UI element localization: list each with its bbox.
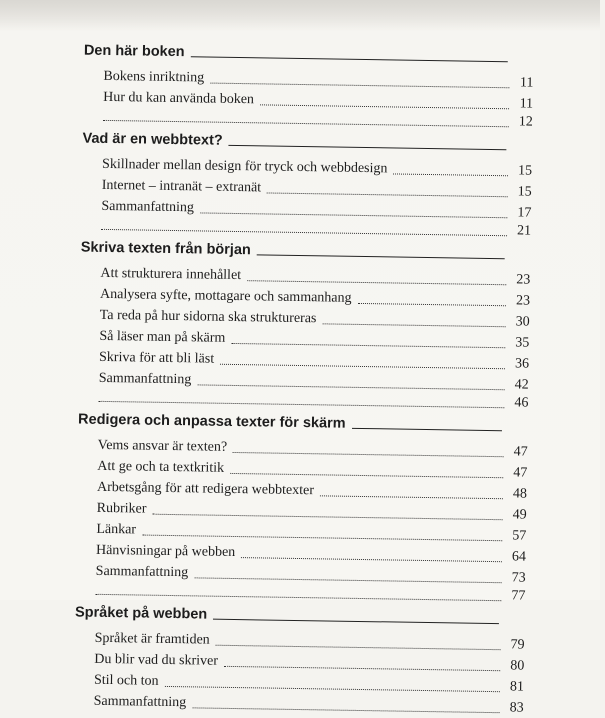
entry-label: Du blir vad du skriver xyxy=(94,651,219,669)
toc-entry xyxy=(94,694,524,717)
toc-entry xyxy=(100,308,530,331)
dot-leader xyxy=(233,452,504,457)
toc-entry xyxy=(98,438,528,461)
heading-rule xyxy=(191,56,508,62)
section-title: Redigera och anpassa texter för skärm xyxy=(77,411,346,432)
section-end-page-number: 12 xyxy=(518,114,533,130)
toc-entry xyxy=(95,631,525,654)
section-title: Skriva texten från början xyxy=(80,239,251,259)
toc-entry xyxy=(103,69,533,92)
toc-entry xyxy=(94,652,524,675)
entry-label: Sammanfattning xyxy=(93,693,187,711)
section-end-page-number: 21 xyxy=(516,223,532,239)
section-title: Språket på webben xyxy=(74,604,208,623)
entry-label: Stil och ton xyxy=(93,672,159,689)
dot-leader xyxy=(220,364,505,369)
entry-label: Bokens inriktning xyxy=(103,68,205,86)
toc-entry xyxy=(97,459,527,482)
entry-label: Skillnader mellan design för tryck och webbdesign xyxy=(101,156,388,177)
section-title: Vad är en webbtext? xyxy=(82,130,223,149)
page-number: 23 xyxy=(515,293,531,309)
dot-leader xyxy=(322,323,505,327)
toc-entry xyxy=(97,480,527,503)
dot-leader xyxy=(197,384,504,390)
toc-entry xyxy=(102,178,532,201)
dot-leader xyxy=(224,666,500,671)
page-number: 79 xyxy=(510,637,525,653)
dot-leader xyxy=(216,645,501,650)
entry-label: Att ge och ta textkritik xyxy=(97,458,225,476)
dot-leader xyxy=(101,229,507,236)
dot-leader xyxy=(210,83,509,89)
entry-label: Språket är framtiden xyxy=(94,630,210,648)
entry-label: Sammanfattning xyxy=(95,563,189,581)
page-number: 17 xyxy=(517,205,532,221)
entry-label: Analysera syfte, mottagare och sammanhang xyxy=(99,286,352,306)
toc-entry xyxy=(99,329,529,352)
entry-label: Sammanfattning xyxy=(101,198,195,216)
page-number: 73 xyxy=(511,570,526,586)
toc-entry xyxy=(96,522,526,545)
dot-leader xyxy=(393,173,508,176)
entry-label: Internet – intranät – extranät xyxy=(101,177,262,196)
toc-entry xyxy=(96,543,526,566)
entry-label: Skriva för att bli läst xyxy=(98,349,215,367)
toc-entry xyxy=(94,673,524,696)
entry-label: Hur du kan använda boken xyxy=(103,89,255,108)
dot-leader xyxy=(152,514,502,521)
section-title: Den här boken xyxy=(83,42,185,61)
dot-leader xyxy=(194,577,501,583)
dot-leader xyxy=(260,104,509,109)
toc-entry xyxy=(99,350,529,373)
dot-leader xyxy=(95,594,501,601)
dot-leader xyxy=(231,343,505,348)
dot-leader xyxy=(200,212,507,218)
dot-leader xyxy=(142,535,502,542)
dot-leader xyxy=(357,303,505,306)
dot-leader xyxy=(320,495,503,499)
entry-label: Att strukturera innehållet xyxy=(100,265,242,284)
dot-leader xyxy=(98,401,504,408)
entry-label: Länkar xyxy=(96,521,137,538)
page-number: 81 xyxy=(509,679,525,695)
dot-leader xyxy=(247,280,506,285)
dot-leader xyxy=(192,707,499,713)
entry-label: Hänvisningar på webben xyxy=(95,542,236,561)
page-number: 36 xyxy=(514,356,530,372)
page-number: 80 xyxy=(510,658,525,674)
page-number: 47 xyxy=(513,465,528,481)
page-number: 57 xyxy=(512,528,527,544)
dot-leader xyxy=(164,686,499,692)
page-number: 11 xyxy=(519,96,534,112)
section-heading xyxy=(82,131,512,154)
section-heading xyxy=(78,412,508,435)
dot-leader xyxy=(267,192,508,197)
section-heading xyxy=(81,240,511,263)
page-number: 64 xyxy=(511,549,527,565)
heading-rule xyxy=(352,428,502,431)
toc-entry xyxy=(97,501,527,524)
toc-entry xyxy=(100,287,530,310)
dot-leader xyxy=(103,120,509,127)
section-end-page-number: 46 xyxy=(514,395,529,411)
heading-rule xyxy=(257,254,505,259)
page-number: 49 xyxy=(512,507,527,523)
page-number: 42 xyxy=(514,377,529,393)
section-heading xyxy=(84,43,514,66)
section-end-page-number: 77 xyxy=(511,588,526,604)
heading-rule xyxy=(213,619,499,624)
dot-leader xyxy=(230,473,503,478)
page-number: 35 xyxy=(515,335,530,351)
page-number: 83 xyxy=(509,700,524,716)
entry-label: Ta reda på hur sidorna ska struktureras xyxy=(99,307,317,327)
toc-entry xyxy=(100,266,530,289)
section-heading xyxy=(75,605,505,628)
heading-rule xyxy=(229,145,507,150)
entry-label: Vems ansvar är texten? xyxy=(97,437,228,455)
page-number: 15 xyxy=(517,163,533,179)
page-number: 23 xyxy=(516,272,531,288)
entry-label: Rubriker xyxy=(96,500,147,517)
entry-label: Arbetsgång för att redigera webbtexter xyxy=(96,479,315,499)
entry-label: Så läser man på skärm xyxy=(99,328,226,346)
dot-leader xyxy=(241,557,502,562)
page-number: 15 xyxy=(517,184,532,200)
page-number: 47 xyxy=(513,444,528,460)
page-number: 11 xyxy=(519,75,534,91)
toc-entry xyxy=(102,157,532,180)
page-number: 48 xyxy=(512,486,528,502)
entry-label: Sammanfattning xyxy=(98,370,192,388)
page-number: 30 xyxy=(515,314,530,330)
